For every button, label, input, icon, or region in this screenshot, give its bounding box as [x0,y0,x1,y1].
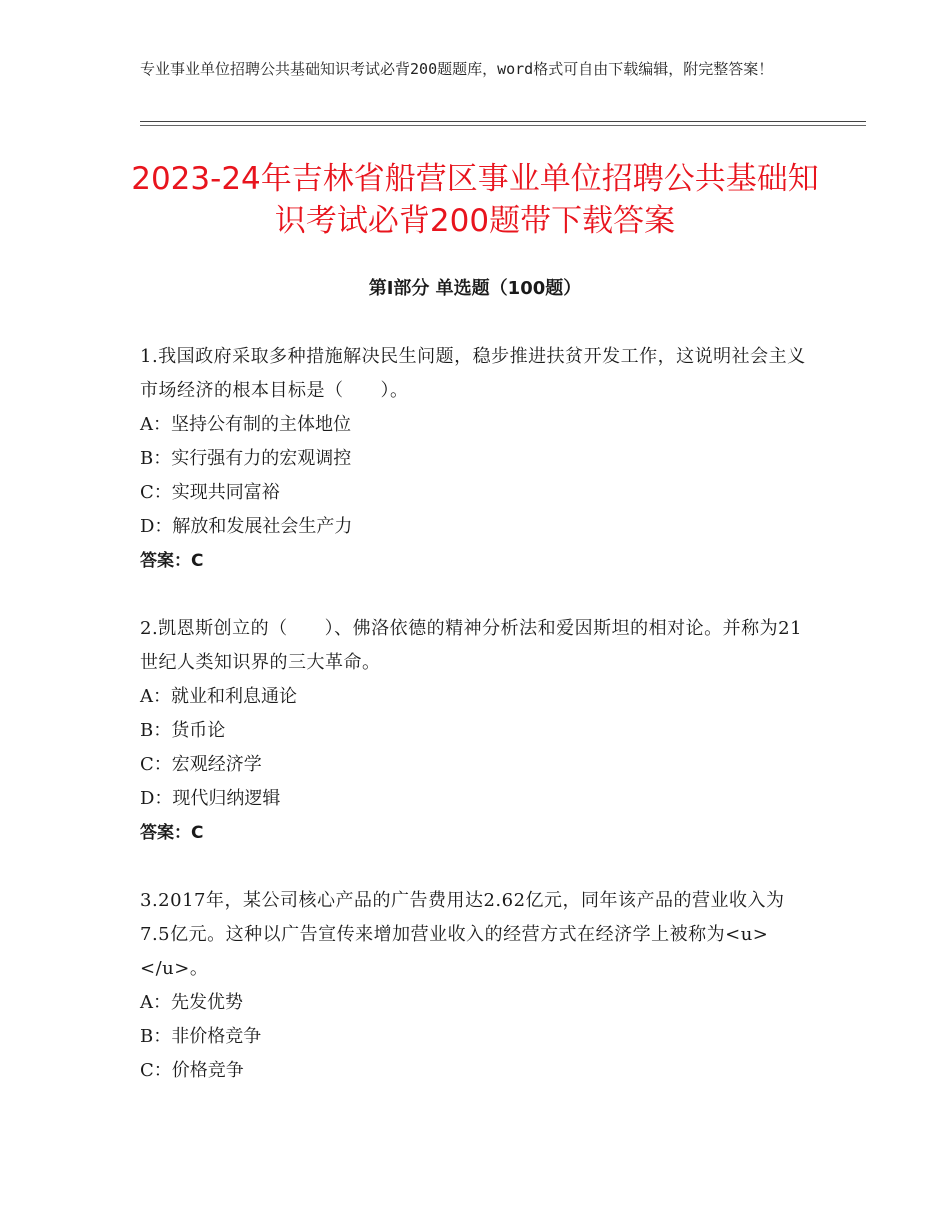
answer-line: 答案：C [140,823,204,843]
header-divider [140,121,866,122]
option-c: C：价格竞争 [140,1060,244,1081]
question-3 [140,884,843,1088]
option-b: B：实行强有力的宏观调控 [140,448,352,469]
option-a: A：坚持公有制的主体地位 [140,414,351,435]
option-c: C：实现共同富裕 [140,482,280,503]
option-a: A：先发优势 [140,992,243,1013]
option-c: C：宏观经济学 [140,754,262,775]
header-note: 专业事业单位招聘公共基础知识考试必背200题题库，word格式可自由下载编辑，附完整答案！ [140,60,774,78]
option-b: B：非价格竞争 [140,1026,262,1047]
option-b: B：货币论 [140,720,226,741]
answer-line: 答案：C [140,551,204,571]
header-divider-secondary [140,125,866,126]
question-stem: 2.凯恩斯创立的（ ）、佛洛依德的精神分析法和爱因斯坦的相对论。并称为21世纪人类知识界的三大革命。 [140,618,803,673]
question-1 [140,340,810,578]
question-2 [140,612,810,850]
document-title: 2023-24年吉林省船营区事业单位招聘公共基础知识考试必背200题带下载答案 [131,161,819,239]
question-list [140,340,843,1122]
question-stem: 1.我国政府采取多种措施解决民生问题，稳步推进扶贫开发工作，这说明社会主义市场经济的根本目标是（ ）。 [140,346,806,401]
option-a: A：就业和利息通论 [140,686,297,707]
option-d: D：解放和发展社会生产力 [140,516,353,537]
section-title: 第Ⅰ部分 单选题（100题） [368,278,582,299]
option-d: D：现代归纳逻辑 [140,788,281,809]
question-stem: 3.2017年，某公司核心产品的广告费用达2.62亿元，同年该产品的营业收入为7.5亿元。这种以广告宣传来增加营业收入的经营方式在经济学上被称为<u> </u>。 [140,890,843,979]
